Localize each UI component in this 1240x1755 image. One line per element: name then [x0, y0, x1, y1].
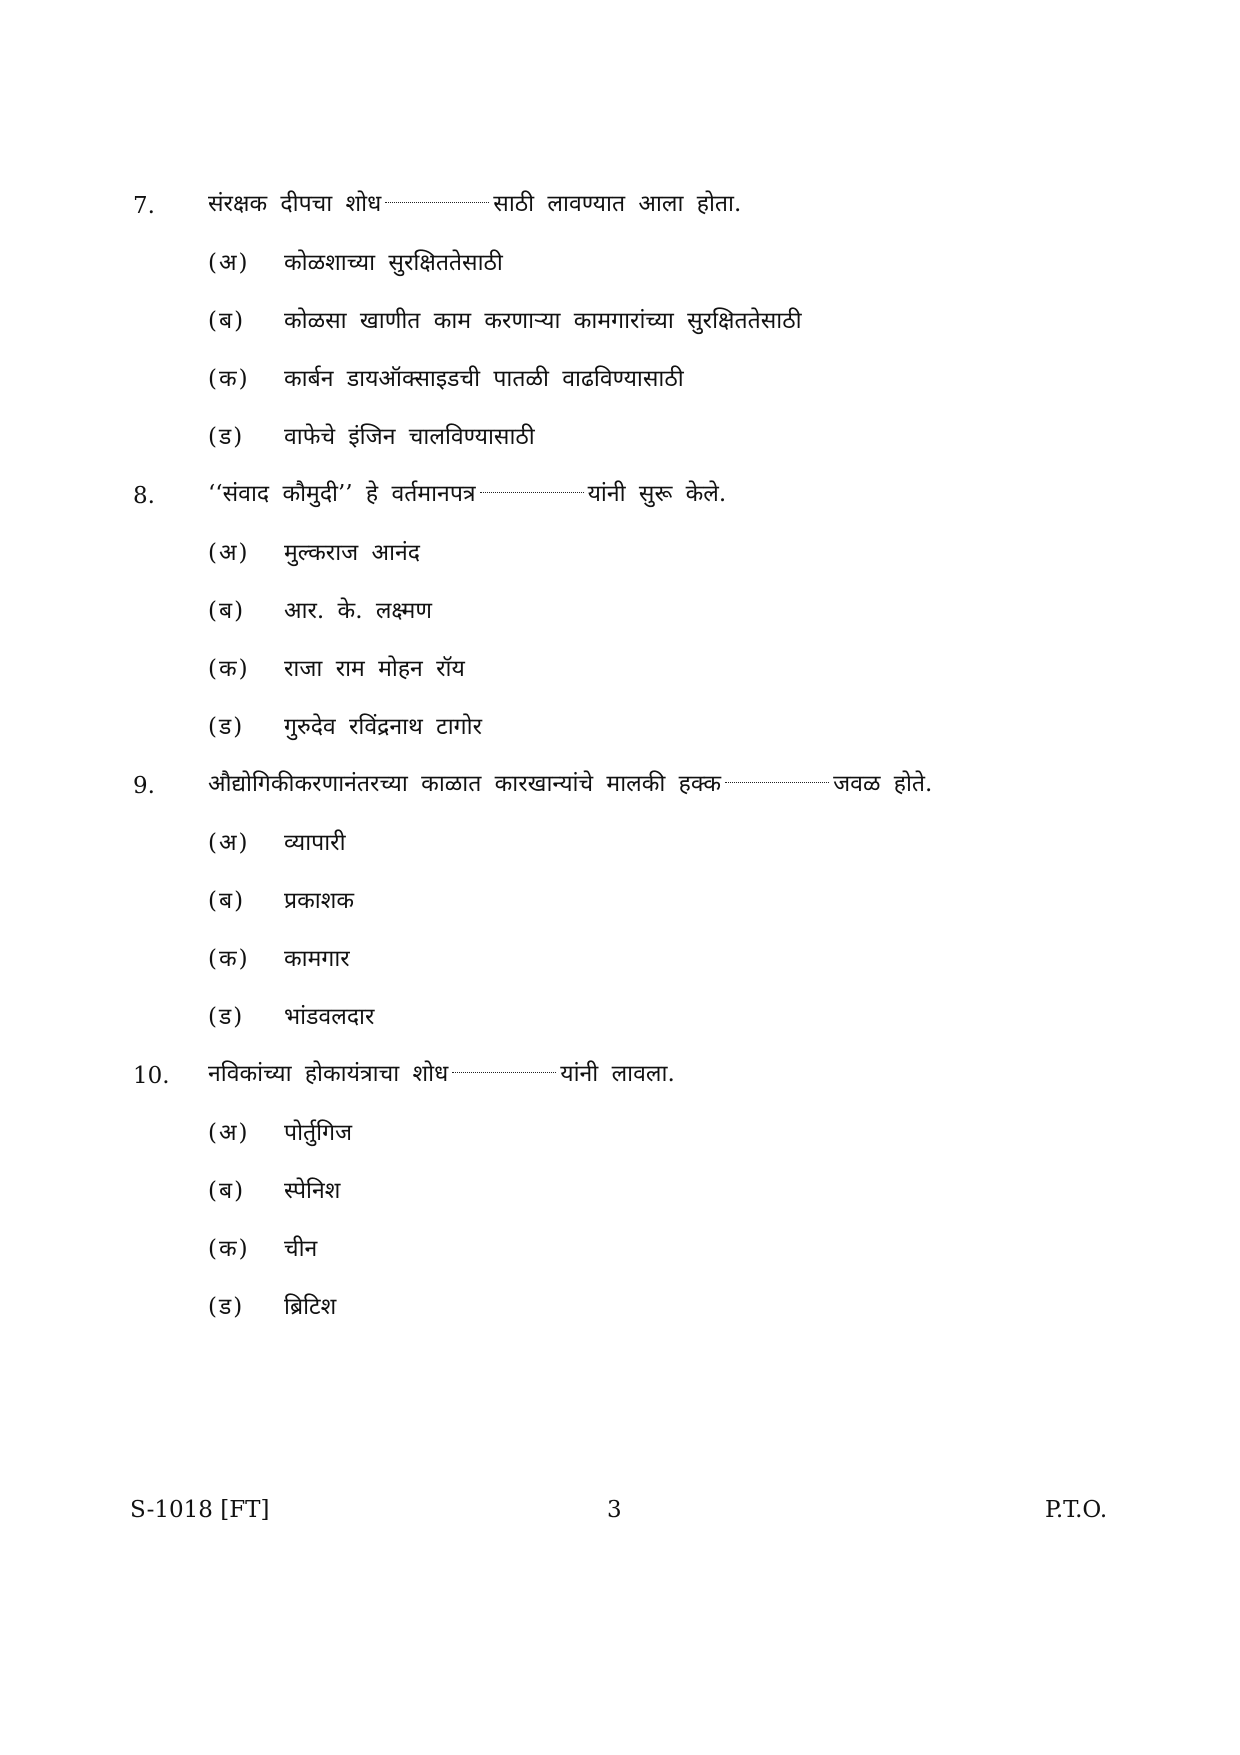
option-label: (अ) [208, 250, 250, 276]
option-text: चीन [284, 1236, 318, 1262]
question-text-after: यांनी लावला. [560, 1061, 675, 1087]
option-label: (क) [208, 656, 250, 682]
option-b [208, 596, 432, 626]
option-text: वाफेचे इंजिन चालविण्यासाठी [284, 424, 535, 450]
option-text: ब्रिटिश [284, 1294, 337, 1320]
footer-page-number: 3 [607, 1497, 622, 1523]
option-text: स्पेनिश [284, 1178, 341, 1204]
option-label: (क) [208, 1236, 250, 1262]
question-text [208, 769, 932, 799]
blank-line [480, 490, 584, 493]
option-c [208, 364, 684, 394]
question-number: 8. [133, 483, 155, 509]
question-text-after: साठी लावण्यात आला होता. [493, 191, 742, 217]
blank-line [385, 200, 489, 203]
question-number: 7. [133, 193, 155, 219]
option-label: (ब) [208, 1178, 246, 1204]
question-text-before: ‘‘संवाद कौमुदी’’ हे वर्तमानपत्र [208, 481, 476, 507]
question-text-before: औद्योगिकीकरणानंतरच्या काळात कारखान्यांचे मालकी हक्क [208, 771, 722, 797]
option-label: (अ) [208, 830, 250, 856]
option-text: आर. के. लक्ष्मण [284, 598, 433, 624]
option-text: भांडवलदार [284, 1004, 375, 1030]
question-text [208, 1059, 675, 1089]
question-text-after: यांनी सुरू केले. [587, 481, 727, 507]
option-a [208, 538, 420, 568]
blank-line [725, 780, 829, 783]
option-text: कोळशाच्या सुरक्षिततेसाठी [284, 250, 503, 276]
option-c [208, 654, 465, 684]
option-text: गुरुदेव रविंद्रनाथ टागोर [284, 714, 482, 740]
option-text: मुल्कराज आनंद [284, 540, 421, 566]
option-d [208, 1292, 336, 1322]
question-number: 10. [133, 1063, 170, 1089]
question-number: 9. [133, 773, 155, 799]
option-text: कोळसा खाणीत काम करणाऱ्या कामगारांच्या सुरक्षिततेसाठी [284, 308, 802, 334]
option-text: कामगार [284, 946, 350, 972]
option-text: राजा राम मोहन रॉय [284, 656, 465, 682]
option-d [208, 1002, 374, 1032]
option-a [208, 248, 503, 278]
option-label: (ब) [208, 888, 246, 914]
option-text: प्रकाशक [284, 888, 355, 914]
option-b [208, 306, 802, 336]
option-label: (ब) [208, 308, 246, 334]
option-a [208, 1118, 352, 1148]
option-d [208, 712, 482, 742]
question-text-after: जवळ होते. [833, 771, 933, 797]
option-b [208, 886, 354, 916]
question-text-before: संरक्षक दीपचा शोध [208, 191, 382, 217]
footer-code: S-1018 [FT] [130, 1497, 270, 1523]
option-label: (क) [208, 946, 250, 972]
option-b [208, 1176, 340, 1206]
question-text [208, 479, 726, 509]
option-label: (ड) [208, 424, 245, 450]
option-d [208, 422, 535, 452]
footer-pto: P.T.O. [1045, 1497, 1108, 1523]
option-text: कार्बन डायऑक्साइडची पातळी वाढविण्यासाठी [284, 366, 684, 392]
option-label: (ब) [208, 598, 246, 624]
option-c [208, 944, 350, 974]
option-label: (अ) [208, 1120, 250, 1146]
option-c [208, 1234, 317, 1264]
option-text: व्यापारी [284, 830, 346, 856]
option-text: पोर्तुगिज [284, 1120, 353, 1146]
question-text-before: नविकांच्या होकायंत्राचा शोध [208, 1061, 449, 1087]
option-label: (ड) [208, 1294, 245, 1320]
option-label: (क) [208, 366, 250, 392]
option-label: (ड) [208, 714, 245, 740]
option-label: (अ) [208, 540, 250, 566]
option-a [208, 828, 346, 858]
option-label: (ड) [208, 1004, 245, 1030]
blank-line [452, 1070, 556, 1073]
question-text [208, 189, 741, 219]
